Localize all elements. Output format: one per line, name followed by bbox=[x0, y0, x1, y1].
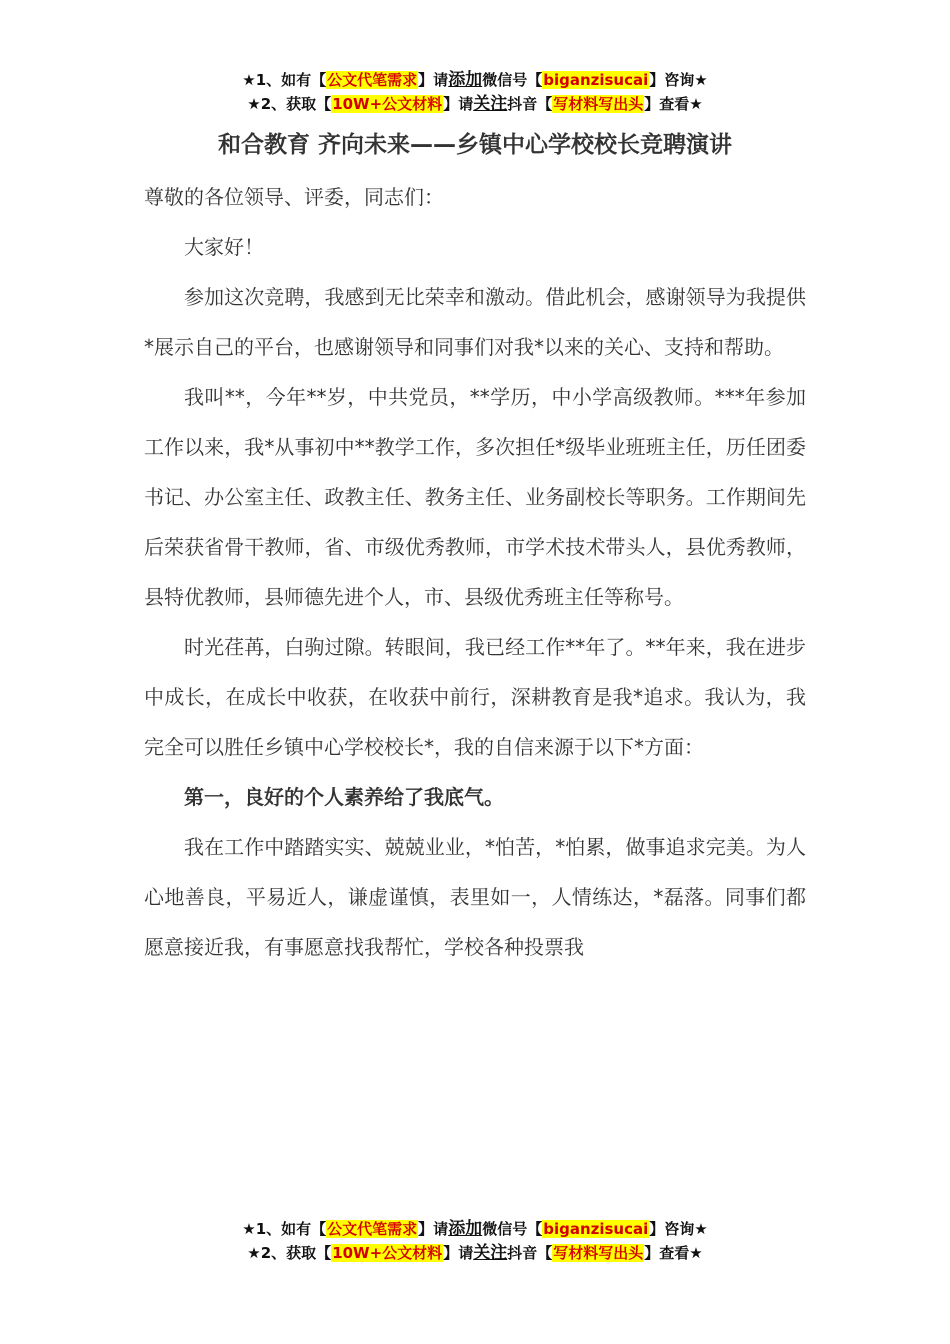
promo-emphasis: 关注 bbox=[473, 94, 508, 114]
promo-douyin-id: 写材料写出头 bbox=[553, 95, 644, 113]
promo-highlight: 公文代笔需求 bbox=[327, 71, 418, 89]
salutation: 尊敬的各位领导、评委，同志们： bbox=[144, 185, 444, 209]
promo-emphasis: 关注 bbox=[473, 1243, 508, 1263]
promo-text: 】咨询★ bbox=[649, 1220, 708, 1238]
promo-text: 】请 bbox=[418, 1220, 449, 1238]
promo-text: 】查看★ bbox=[644, 95, 703, 113]
promo-text: ★1、如有【 bbox=[242, 71, 327, 89]
promo-highlight: 10W+公文材料 bbox=[332, 1244, 443, 1262]
promo-text: 】请 bbox=[443, 95, 474, 113]
promo-text: 】咨询★ bbox=[649, 71, 708, 89]
promo-text: 微信号【 bbox=[482, 71, 543, 89]
promo-wechat-id: biganzisucai bbox=[543, 71, 649, 89]
promo-text: 】请 bbox=[443, 1244, 474, 1262]
promo-text: 】查看★ bbox=[644, 1244, 703, 1262]
document-title: 和合教育 齐向未来——乡镇中心学校校长竞聘演讲 bbox=[217, 132, 732, 158]
body-paragraph: 我叫**，今年**岁，中共党员，**学历，中小学高级教师。***年参加工作以来，我*从事初中**教学工作，多次担任*级毕业班班主任，历任团委书记、办公室主任、政教主任、教务主任、业务副校长等职务。工作期间先后荣获省骨干教师，省、市级优秀教师，市学术技术带头人，县优秀教师，县特优教师，县师德先进个人，市、县级优秀班主任等称号。 bbox=[144, 385, 806, 609]
promo-line-1 bbox=[0, 68, 950, 92]
promo-text: ★2、获取【 bbox=[247, 95, 332, 113]
body-paragraph: 时光荏苒，白驹过隙。转眼间，我已经工作**年了。**年来，我在进步中成长，在成长中收获，在收获中前行，深耕教育是我*追求。我认为，我完全可以胜任乡镇中心学校校长*，我的自信来源于以下*方面： bbox=[144, 635, 806, 759]
promo-highlight: 10W+公文材料 bbox=[332, 95, 443, 113]
promo-wechat-id: biganzisucai bbox=[543, 1220, 649, 1238]
promo-text: 抖音【 bbox=[507, 95, 553, 113]
body-paragraph: 参加这次竞聘，我感到无比荣幸和激动。借此机会，感谢领导为我提供*展示自己的平台，也感谢领导和同事们对我*以来的关心、支持和帮助。 bbox=[144, 285, 806, 359]
promo-line-2 bbox=[0, 92, 950, 116]
document-body bbox=[144, 172, 806, 972]
body-paragraph: 我在工作中踏踏实实、兢兢业业，*怕苦，*怕累，做事追求完美。为人心地善良，平易近人，谦虚谨慎，表里如一，人情练达，*磊落。同事们都愿意接近我，有事愿意找我帮忙，学校各种投票我 bbox=[144, 835, 806, 959]
promo-text: 抖音【 bbox=[507, 1244, 553, 1262]
promo-text: ★1、如有【 bbox=[242, 1220, 327, 1238]
promo-line-2 bbox=[0, 1241, 950, 1265]
promo-text: 微信号【 bbox=[482, 1220, 543, 1238]
greeting-paragraph: 大家好！ bbox=[184, 235, 264, 259]
promo-highlight: 公文代笔需求 bbox=[327, 1220, 418, 1238]
promo-banner-bottom bbox=[0, 1217, 950, 1265]
promo-line-1 bbox=[0, 1217, 950, 1241]
promo-text: ★2、获取【 bbox=[247, 1244, 332, 1262]
section-heading: 第一，良好的个人素养给了我底气。 bbox=[184, 785, 504, 809]
promo-emphasis: 添加 bbox=[448, 1219, 483, 1239]
promo-banner-top bbox=[0, 68, 950, 116]
promo-text: 】请 bbox=[418, 71, 449, 89]
promo-emphasis: 添加 bbox=[448, 70, 483, 90]
promo-douyin-id: 写材料写出头 bbox=[553, 1244, 644, 1262]
